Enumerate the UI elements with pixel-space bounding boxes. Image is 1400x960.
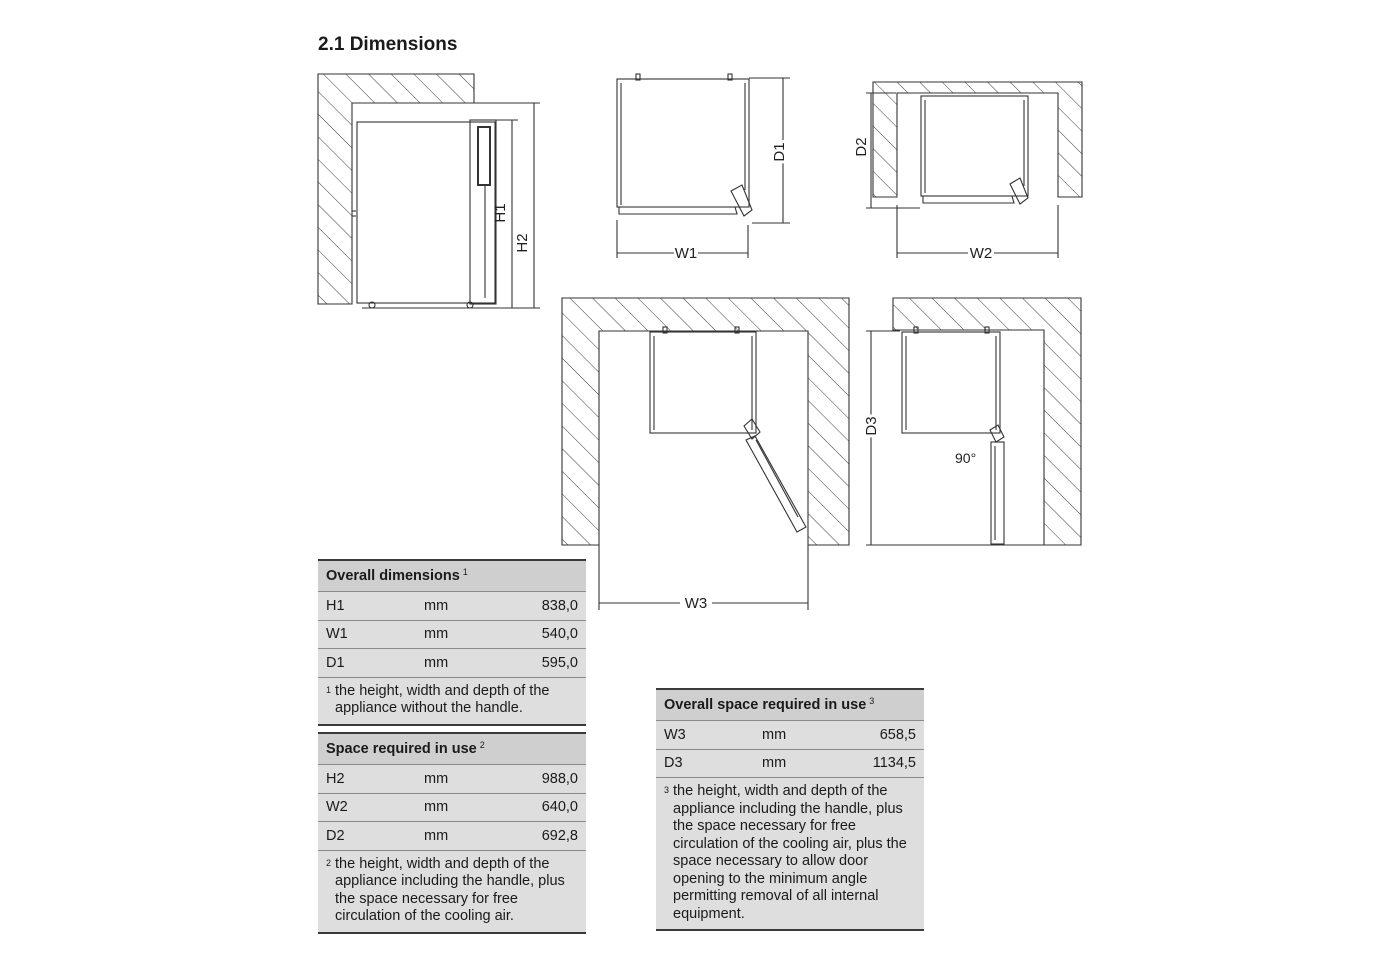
unit-cell: mm [416, 793, 522, 822]
footnote-marker: 1 [326, 684, 332, 695]
door-open-view-d3-drawing [866, 298, 1081, 545]
footnote-text: the height, width and depth of the appliance including the handle, plus the space necessary for free circulation of the cooling air. [335, 855, 565, 925]
d2-label: D2 [853, 137, 870, 157]
value-cell: 595,0 [522, 649, 586, 678]
table-row [318, 620, 586, 649]
side-view-drawing [318, 74, 540, 308]
space-required-table [318, 732, 586, 934]
table-footnote [656, 778, 924, 931]
d3-label: D3 [863, 416, 880, 436]
unit-cell: mm [416, 822, 522, 851]
table-footnote [318, 850, 586, 933]
unit-cell: mm [416, 620, 522, 649]
value-cell: 640,0 [522, 793, 586, 822]
table-row [318, 649, 586, 678]
dimension-label: D1 [318, 649, 416, 678]
value-cell: 988,0 [522, 765, 586, 794]
unit-cell: mm [416, 649, 522, 678]
table-row [318, 822, 586, 851]
unit-cell: mm [754, 749, 860, 778]
dimension-label: D2 [318, 822, 416, 851]
footnote-marker: 3 [869, 696, 875, 706]
dimension-label: D3 [656, 749, 754, 778]
value-cell: 658,5 [860, 721, 924, 750]
dimension-label: W3 [656, 721, 754, 750]
h1-label: H1 [492, 203, 509, 223]
table-row [318, 793, 586, 822]
unit-cell: mm [754, 721, 860, 750]
dimension-label: W2 [318, 793, 416, 822]
h2-label: H2 [514, 233, 531, 253]
footnote-marker: 2 [326, 857, 332, 868]
table-row [318, 765, 586, 794]
section-title: 2.1 Dimensions [318, 34, 458, 55]
footnote-marker: 1 [462, 567, 468, 577]
dimension-label: W1 [318, 620, 416, 649]
table-header [656, 689, 924, 721]
unit-cell: mm [416, 592, 522, 621]
w2-label: W2 [969, 245, 993, 262]
unit-cell: mm [416, 765, 522, 794]
w1-label: W1 [674, 245, 698, 262]
table-footnote [318, 677, 586, 725]
d1-label: D1 [771, 142, 788, 162]
footnote-marker: 2 [479, 740, 485, 750]
dimension-label: H1 [318, 592, 416, 621]
table-row [656, 749, 924, 778]
top-view-w2-d2-drawing [866, 82, 1082, 258]
footnote-text: the height, width and depth of the appliance without the handle. [335, 682, 550, 717]
overall-space-required-table [656, 688, 924, 931]
value-cell: 838,0 [522, 592, 586, 621]
table-title: Space required in use [326, 741, 477, 757]
value-cell: 692,8 [522, 822, 586, 851]
table-title: Overall space required in use [664, 697, 867, 713]
table-row [656, 721, 924, 750]
dimension-label: H2 [318, 765, 416, 794]
value-cell: 540,0 [522, 620, 586, 649]
door-open-view-w3-drawing [562, 298, 849, 610]
footnote-marker: 3 [664, 785, 670, 796]
table-title: Overall dimensions [326, 568, 460, 584]
top-view-w1-d1-drawing [617, 74, 790, 258]
footnote-text: the height, width and depth of the appliance including the handle, plus the space necessary for free circulation of the cooling air, plus the space necessary to allow door opening to the minimum angle permitting removal of all internal equipment. [673, 783, 907, 922]
table-header [318, 560, 586, 592]
angle-label: 90° [955, 450, 977, 466]
table-header [318, 733, 586, 765]
w3-label: W3 [684, 595, 708, 612]
table-row [318, 592, 586, 621]
value-cell: 1134,5 [860, 749, 924, 778]
overall-dimensions-table [318, 559, 586, 726]
